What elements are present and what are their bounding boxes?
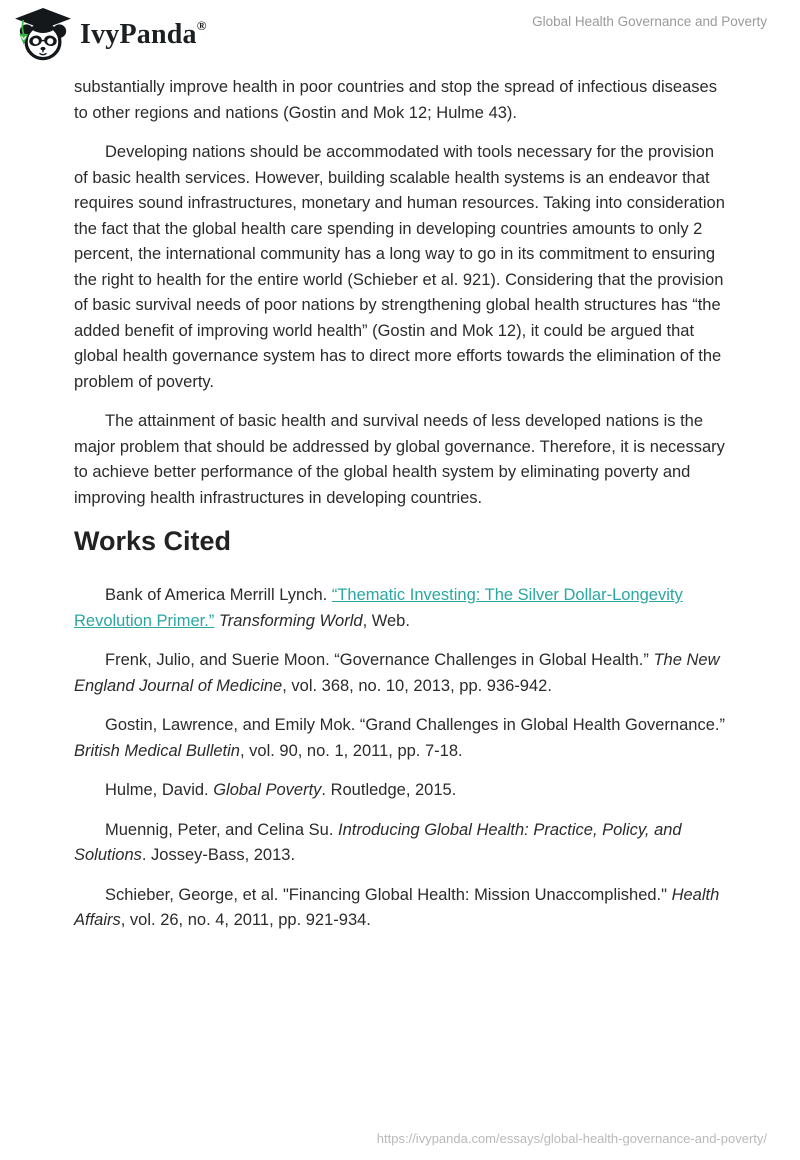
citation-entry xyxy=(74,818,729,869)
registered-mark: ® xyxy=(196,18,207,33)
citation-text: Frenk, Julio, and Suerie Moon. “Governance Challenges in Global Health.” xyxy=(105,651,654,669)
document-title: Global Health Governance and Poverty xyxy=(532,14,767,29)
citation-text: Gostin, Lawrence, and Emily Mok. “Grand Challenges in Global Health Governance.” xyxy=(105,716,725,734)
citation-text: , Web. xyxy=(362,611,410,630)
citation-text: Hulme, David. xyxy=(105,781,214,799)
citation-entry xyxy=(74,648,729,699)
citation-link[interactable]: “Thematic Investing: The Silver Dollar-Longevity Revolution Primer.” xyxy=(74,586,683,630)
citation-italic-title: The New England Journal of Medicine xyxy=(74,651,720,695)
citation-italic-title: Transforming World xyxy=(218,611,363,630)
page-header xyxy=(0,0,800,66)
ivypanda-logo-icon xyxy=(13,7,73,61)
brand-text: IvyPanda xyxy=(80,19,197,50)
citation-entry xyxy=(74,583,729,634)
paragraph: Developing nations should be accommodated with tools necessary for the provision of basic health services. However, building scalable health systems is an endeavor that requires sound infrastructures, monetary and human resources. Taking into consideration the fact that the global health care spending in developing countries amounts to only 2 percent, the international community has a long way to go in its commitment to ensuring the right to health for the entire world (Schieber et al. 921). Considering that the provision of basic survival needs of poor nations by strengthening global health structures has “the added benefit of improving world health” (Gostin and Mok 12), it could be argued that global health governance system has to direct more efforts towards the elimination of the problem of poverty. xyxy=(74,143,725,391)
paragraph-continuation: substantially improve health in poor countries and stop the spread of infectious diseases to other regions and nations (Gostin and Mok 12; Hulme 43). xyxy=(74,78,717,122)
citation-text: , vol. 90, no. 1, 2011, pp. 7-18. xyxy=(239,741,463,760)
citation-entry xyxy=(74,778,729,804)
citation-italic-title: Health Affairs xyxy=(74,885,720,929)
citation-text: , vol. 368, no. 10, 2013, pp. 936-942. xyxy=(282,676,552,695)
essay-body xyxy=(74,75,729,948)
citation-entry xyxy=(74,883,729,934)
citation-italic-title: British Medical Bulletin xyxy=(74,741,240,760)
citation-text: . Jossey-Bass, 2013. xyxy=(141,846,296,864)
citation-entry xyxy=(74,713,729,764)
brand-wordmark xyxy=(80,18,207,50)
citation-italic-title: Global Poverty xyxy=(213,781,322,799)
citation-italic-title: Introducing Global Health: Practice, Policy, and Solutions xyxy=(74,820,682,864)
works-cited-heading: Works Cited xyxy=(74,526,232,556)
citation-text: Schieber, George, et al. "Financing Global Health: Mission Unaccomplished." xyxy=(105,885,672,904)
citation-text: Muennig, Peter, and Celina Su. xyxy=(105,820,338,839)
paragraph: The attainment of basic health and survival needs of less developed nations is the major problem that should be addressed by global governance. Therefore, it is necessary to achieve better performance of the global health system by eliminating poverty and improving health infrastructures in developing countries. xyxy=(74,412,725,507)
citation-text: , vol. 26, no. 4, 2011, pp. 921-934. xyxy=(120,911,371,929)
citation-text: . Routledge, 2015. xyxy=(321,781,457,799)
citation-text: Bank of America Merrill Lynch. xyxy=(105,586,332,604)
footer-source-url: https://ivypanda.com/essays/global-health-governance-and-poverty/ xyxy=(376,1131,767,1146)
